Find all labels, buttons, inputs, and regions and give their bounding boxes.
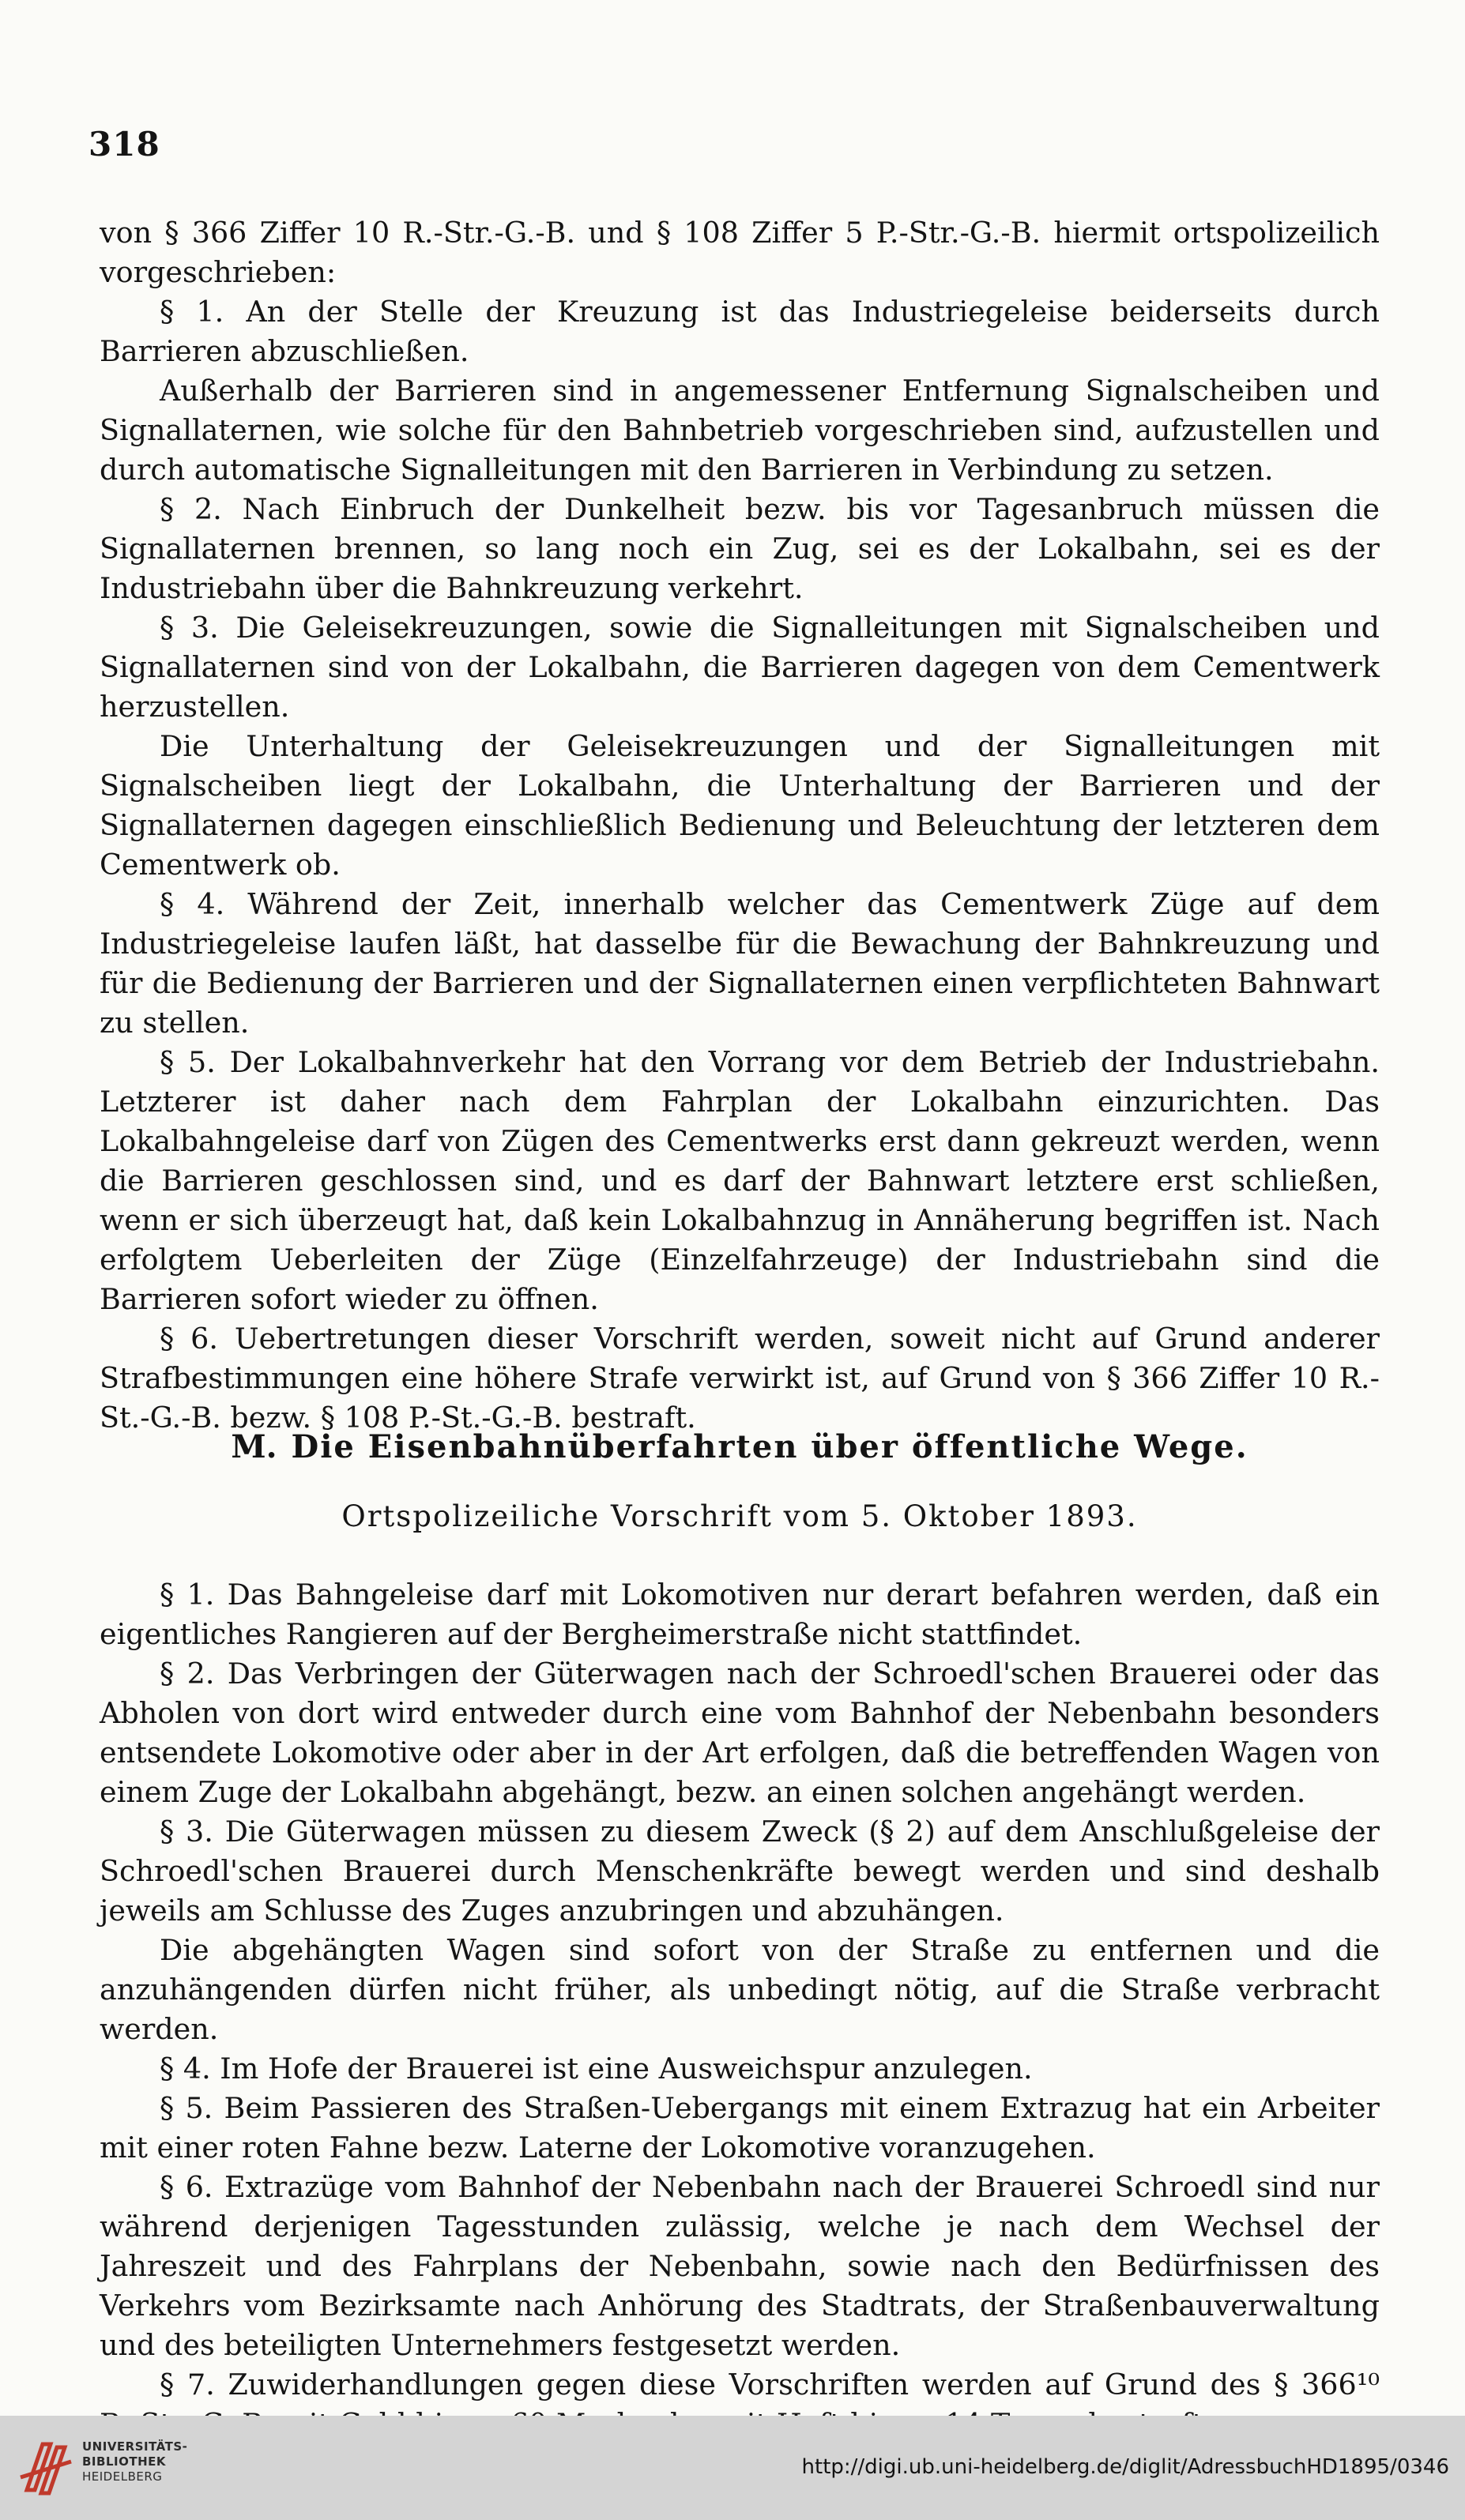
paragraph: § 7. Zuwiderhandlungen gegen diese Vorschriften werden auf Grund des § 366¹⁰ (160, 2368, 1380, 2402)
library-name-line: UNIVERSITÄTS- (82, 2439, 188, 2454)
paragraph: § 2. Nach Einbruch der Dunkelheit bezw. bis vor Tagesanbruch müssen die Signallaternen brennen, so lang noch ein Zug, sei es der Lokalbahn, sei es der Industriebahn über die Bahnkreuzung verkehrt. (100, 492, 1380, 605)
page-number: 318 (89, 125, 160, 164)
paragraph: von § 366 Ziffer 10 R.-Str.-G.-B. und § 108 Ziffer 5 P.-Str.-G.-B. hiermit ortspolizeilich vorgeschrieben: (100, 216, 1380, 289)
paragraph: § 6. Uebertretungen dieser Vorschrift werden, soweit nicht auf Grund anderer Strafbestimmungen eine höhere Strafe verwirkt ist, auf Grund von § 366 Ziffer 10 R.-St.-G.-B. bezw. § 108 P.-St.-G.-B. bestraft. (100, 1322, 1380, 1435)
section-letter: M. (231, 1428, 277, 1465)
paragraph: § 2. Das Verbringen der Güterwagen nach der Schroedl'schen Brauerei oder das Abholen von dort wird entweder durch eine vom Bahnhof der Nebenbahn besonders entsendete Lokomotive oder aber in der Art erfolgen, daß die betreffenden Wagen von einem Zuge der Lokalbahn abgehängt, bezw. an einen solchen angehängt werden. (100, 1657, 1380, 1809)
paragraph: Die Unterhaltung der Geleisekreuzungen und der Signalleitungen mit Signalscheiben liegt der Lokalbahn, die Unterhaltung der Barrieren und der Signallaternen dagegen einschließlich Bedienung und Beleuchtung der letzteren dem Cementwerk ob. (100, 729, 1380, 882)
section-subtitle: Ortspolizeiliche Vorschrift vom 5. Oktober 1893. (341, 1499, 1138, 1533)
paragraph: § 4. Im Hofe der Brauerei ist eine Ausweichspur anzulegen. (160, 2052, 1033, 2086)
library-name-line: BIBLIOTHEK (82, 2454, 166, 2469)
paragraph: § 1. An der Stelle der Kreuzung ist das Industriegeleise beiderseits durch Barrieren abzuschließen. (100, 295, 1380, 368)
section-m-text (100, 1575, 1380, 2444)
paragraph: Außerhalb der Barrieren sind in angemessener Entfernung Signalscheiben und Signallaternen, wie solche für den Bahnbetrieb vorgeschrieben sind, aufzustellen und durch automatische Signalleitungen mit den Barrieren in Verbindung zu setzen. (100, 374, 1380, 487)
library-name (82, 2439, 187, 2484)
paragraph: § 3. Die Güterwagen müssen zu diesem Zweck (§ 2) auf dem Anschlußgeleise der Schroedl'schen Brauerei durch Menschenkräfte bewegt werden und sind deshalb jeweils am Schlusse des Zuges anzubringen und abzuhängen. (100, 1815, 1380, 1928)
paragraph: § 4. Während der Zeit, innerhalb welcher das Cementwerk Züge auf dem Industriegeleise laufen läßt, hat dasselbe für die Bewachung der Bahnkreuzung und für die Bedienung der Barrieren und der Signallaternen einen verpflichteten Bahnwart zu stellen. (100, 887, 1380, 1040)
paragraph: Die abgehängten Wagen sind sofort von der Straße zu entfernen und die anzuhängenden dürfen nicht früher, als unbedingt nötig, auf die Straße verbracht werden. (100, 1933, 1380, 2046)
source-url-link[interactable]: http://digi.ub.uni-heidelberg.de/diglit/AdressbuchHD1895/0346 (801, 2455, 1449, 2479)
paragraph: § 1. Das Bahngeleise darf mit Lokomotiven nur derart befahren werden, daß ein eigentliches Rangieren auf der Bergheimerstraße nicht stattfindet. (100, 1578, 1380, 1651)
paragraph: § 5. Der Lokalbahnverkehr hat den Vorrang vor dem Betrieb der Industriebahn. Letzterer ist daher nach dem Fahrplan der Lokalbahn einzurichten. Das Lokalbahngeleise darf von Zügen des Cementwerks erst dann gekreuzt werden, wenn die Barrieren geschlossen sind, und es darf der Bahnwart letztere erst schließen, wenn er sich überzeugt hat, daß kein Lokalbahnzug in Annäherung begriffen ist. Nach erfolgtem Ueberleiten der Züge (Einzelfahrzeuge) der Industriebahn sind die Barrieren sofort wieder zu öffnen. (100, 1045, 1380, 1316)
section-title: Die Eisenbahnüberfahrten über öffentliche Wege. (291, 1428, 1248, 1465)
seal-shape (21, 2444, 71, 2493)
library-seal-icon (16, 2435, 76, 2499)
library-logo[interactable] (16, 2433, 198, 2504)
section-heading (100, 1428, 1380, 1465)
footer-bar (0, 2416, 1465, 2520)
section-l-text (100, 213, 1380, 1438)
library-name-line: HEIDELBERG (82, 2469, 163, 2484)
paragraph: § 5. Beim Passieren des Straßen-Uebergangs mit einem Extrazug hat ein Arbeiter mit einer roten Fahne bezw. Laterne der Lokomotive voranzugehen. (100, 2091, 1380, 2165)
paragraph: § 6. Extrazüge vom Bahnhof der Nebenbahn nach der Brauerei Schroedl sind nur während derjenigen Tagesstunden zulässig, welche je nach dem Wechsel der Jahreszeit und des Fahrplans der Nebenbahn, sowie nach den Bedürfnissen des Verkehrs vom Bezirksamte nach Anhörung des Stadtrats, der Straßenbauverwaltung und des beteiligten Unternehmers festgesetzt werden. (100, 2170, 1380, 2362)
paragraph: § 3. Die Geleisekreuzungen, sowie die Signalleitungen mit Signalscheiben und Signallaternen sind von der Lokalbahn, die Barrieren dagegen von dem Cementwerk herzustellen. (100, 611, 1380, 724)
